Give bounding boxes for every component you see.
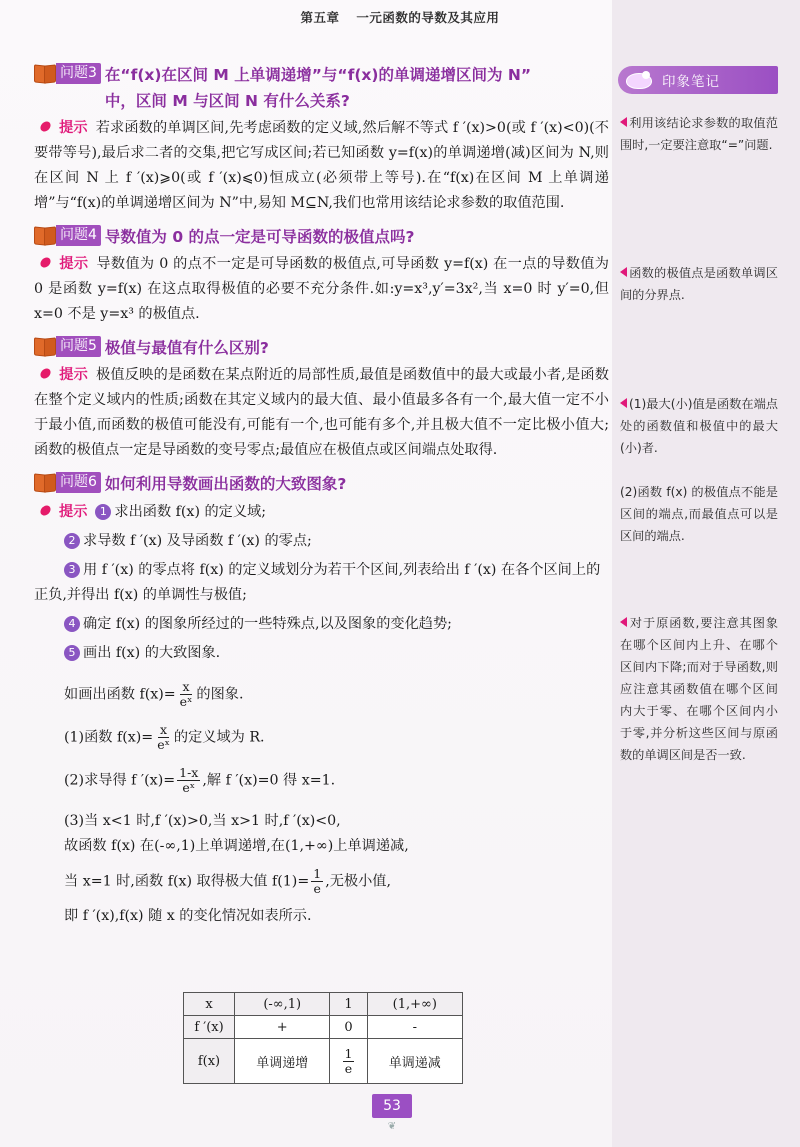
- step-number-5: 5: [64, 645, 80, 661]
- fraction-one-over-e: $\frac{1}{e}$: [344, 1045, 353, 1076]
- table-cell: [330, 1039, 367, 1084]
- table-cell: x: [184, 993, 235, 1016]
- triangle-pointer-icon: [620, 617, 627, 627]
- step-number-3: 3: [64, 562, 80, 578]
- elephant-icon: [624, 69, 654, 91]
- question-4-hint: [34, 252, 609, 327]
- step-5: [34, 641, 609, 666]
- running-head: [0, 8, 800, 26]
- question-3-label: 问题3: [56, 63, 101, 84]
- table-cell: (1,+∞): [367, 993, 462, 1016]
- step-1-text: 求出函数 f(x) 的定义域;: [114, 504, 267, 520]
- solution-step-3: (3)当 x<1 时,f ′(x)>0,当 x>1 时,f ′(x)<0, 故函数 f(x) 在(-∞,1)上单调递增,在(1,+∞)上单调递减, 当 x=1 时,函数 f(x) 取得极大值 f(1)= $\frac{1}{e}$ ,无极小值, 即 f ′(x),f(x) 随 x 的变化情况如表所示.: [64, 813, 409, 924]
- notes-sidebar: [612, 0, 800, 1147]
- step-2-text: 求导数 f ′(x) 及导函数 f ′(x) 的零点;: [83, 533, 312, 549]
- leaf-ornament-icon: ❦: [387, 1121, 397, 1132]
- question-6-label: 问题6: [56, 472, 101, 493]
- question-6-title-text: 如何利用导数画出函数的大致图象?: [104, 475, 347, 493]
- question-3-title: [34, 62, 609, 114]
- question-6-title: [34, 471, 609, 497]
- question-4-title-text: 导数值为 0 的点一定是可导函数的极值点吗?: [104, 228, 415, 246]
- question-5-body: 极值反映的是函数在某点附近的局部性质,最值是函数值中的最大或最小者,是函数在整个定义域内的性质;函数在其定义域内的最大值、最小值最多各有一个,最大值一定不小于最小值,而函数的极值可能没有,可能有一个,也可能有多个,并且极大值不一定比极小值大;函数的极值点一定是导函数的变号零点;最值应在极值点或区间端点处取得.: [34, 367, 609, 458]
- fraction-x-over-ex: $\frac{x}{\text{eˣ}}$: [157, 722, 170, 752]
- table-cell: (-∞,1): [235, 993, 330, 1016]
- chapter-label: 第五章: [300, 10, 340, 25]
- hint-bullet-icon: [39, 120, 53, 133]
- table-cell: 1: [330, 993, 367, 1016]
- book-icon: [34, 63, 56, 83]
- table-cell: f ′(x): [184, 1016, 235, 1039]
- hint-bullet-icon: [39, 256, 53, 269]
- note-2: 函数的极值点是函数单调区间的分界点.: [620, 266, 778, 302]
- step-2: [34, 529, 609, 554]
- book-icon: [34, 225, 56, 245]
- table-cell: 0: [330, 1016, 367, 1039]
- fraction-derivative: $\frac{1-x}{\text{eˣ}}$: [179, 765, 199, 795]
- question-5-title: [34, 335, 609, 361]
- chapter-title: 一元函数的导数及其应用: [356, 10, 500, 25]
- triangle-pointer-icon: [620, 398, 627, 408]
- question-4-body: 导数值为 0 的点不一定是可导函数的极值点,可导函数 y=f(x) 在一点的导数值为 0 是函数 y=f(x) 在这点取得极值的必要不充分条件.如:y=x³,y′=3x²,当 x=0 时 y′=0,但 x=0 不是 y=x³ 的极值点.: [34, 256, 609, 322]
- example-intro: 如画出函数 f(x)= $\frac{x}{\text{eˣ}}$ 的图象.: [64, 679, 244, 709]
- question-3-badge: [34, 62, 101, 84]
- question-4-title: [34, 224, 609, 250]
- triangle-pointer-icon: [620, 267, 627, 277]
- note-4: (2)函数 f(x) 的极值点不能是区间的端点,而最值点可以是区间的端点.: [620, 485, 778, 543]
- question-3-hint: [34, 116, 609, 216]
- question-5-title-text: 极值与最值有什么区别?: [104, 339, 269, 357]
- question-6-badge: [34, 471, 101, 493]
- step-4-text: 确定 f(x) 的图象所经过的一些特殊点,以及图象的变化趋势;: [83, 616, 452, 632]
- notes-title: 印象笔记: [662, 74, 720, 90]
- solution-step-1: (1)函数 f(x)= $\frac{x}{\text{eˣ}}$ 的定义域为 R.: [64, 722, 265, 752]
- table-row: [184, 993, 463, 1016]
- main-content: [34, 62, 609, 935]
- question-5-badge: [34, 335, 101, 357]
- step-3: [34, 558, 609, 608]
- book-icon: [34, 472, 56, 492]
- fraction-x-over-ex: $\frac{x}{\text{eˣ}}$: [179, 679, 193, 709]
- table-row: [184, 1039, 463, 1084]
- note-1: 利用该结论求参数的取值范围时,一定要注意取“=”问题.: [620, 116, 778, 152]
- table-cell: 单调递减: [367, 1039, 462, 1084]
- note-5: 对于原函数,要注意其图象在哪个区间内上升、在哪个区间内下降;而对于导函数,则应注意其函数值在哪个区间内大于零、在哪个区间内小于零,并分析这些区间与原函数的单调区间是否一致.: [620, 616, 778, 762]
- hint-label: 提示: [59, 504, 88, 520]
- hint-label: 提示: [59, 367, 88, 383]
- step-4: [34, 612, 609, 637]
- hint-bullet-icon: [39, 367, 53, 380]
- question-5-label: 问题5: [56, 336, 101, 357]
- fraction-one-over-e: $\frac{1}{e}$: [313, 866, 322, 896]
- step-number-1: 1: [95, 504, 111, 520]
- question-4-badge: [34, 224, 101, 246]
- question-5-hint: [34, 363, 609, 463]
- notes-header: [618, 66, 778, 94]
- step-number-4: 4: [64, 616, 80, 632]
- table-cell: 单调递增: [235, 1039, 330, 1084]
- question-3-body: 若求函数的单调区间,先考虑函数的定义域,然后解不等式 f ′(x)>0(或 f ′(x)<0)(不要带等号),最后求二者的交集,把它写成区间;若已知函数 y=f(x)的单调递增(减)区间为 N,则在区间 N 上 f ′(x)⩾0(或 f ′(x)⩽0)恒成立(必须带上等号).在“f(x)在区间 M 上单调递增”与“f(x)的单调递增区间为 N”中,易知 M⊆N,我们也常用该结论求参数的取值范围.: [34, 120, 609, 211]
- step-number-2: 2: [64, 533, 80, 549]
- solution-step-2: (2)求导得 f ′(x)= $\frac{1-x}{\text{eˣ}}$ ,解 f ′(x)=0 得 x=1.: [64, 765, 336, 795]
- variation-table: [183, 992, 463, 1084]
- hint-bullet-icon: [39, 504, 53, 517]
- triangle-pointer-icon: [620, 117, 627, 127]
- hint-label: 提示: [59, 120, 88, 136]
- question-4-label: 问题4: [56, 225, 101, 246]
- book-icon: [34, 336, 56, 356]
- question-3-title-line1: 在“f(x)在区间 M 上单调递增”与“f(x)的单调递增区间为 N”: [104, 66, 532, 84]
- question-3-title-line2: 中，区间 M 与区间 N 有什么关系?: [104, 92, 350, 110]
- note-3: (1)最大(小)值是函数在端点处的函数值和极值中的最大(小)者.: [620, 397, 778, 455]
- step-1: [34, 500, 609, 525]
- table-cell: f(x): [184, 1039, 235, 1084]
- table-cell: +: [235, 1016, 330, 1039]
- hint-label: 提示: [59, 256, 89, 272]
- page-number: 53: [372, 1094, 412, 1118]
- step-5-text: 画出 f(x) 的大致图象.: [83, 645, 221, 661]
- step-3-text: 用 f ′(x) 的零点将 f(x) 的定义域划分为若干个区间,列表给出 f ′(x) 在各个区间上的正负,并得出 f(x) 的单调性与极值;: [34, 562, 601, 603]
- table-row: [184, 1016, 463, 1039]
- table-cell: -: [367, 1016, 462, 1039]
